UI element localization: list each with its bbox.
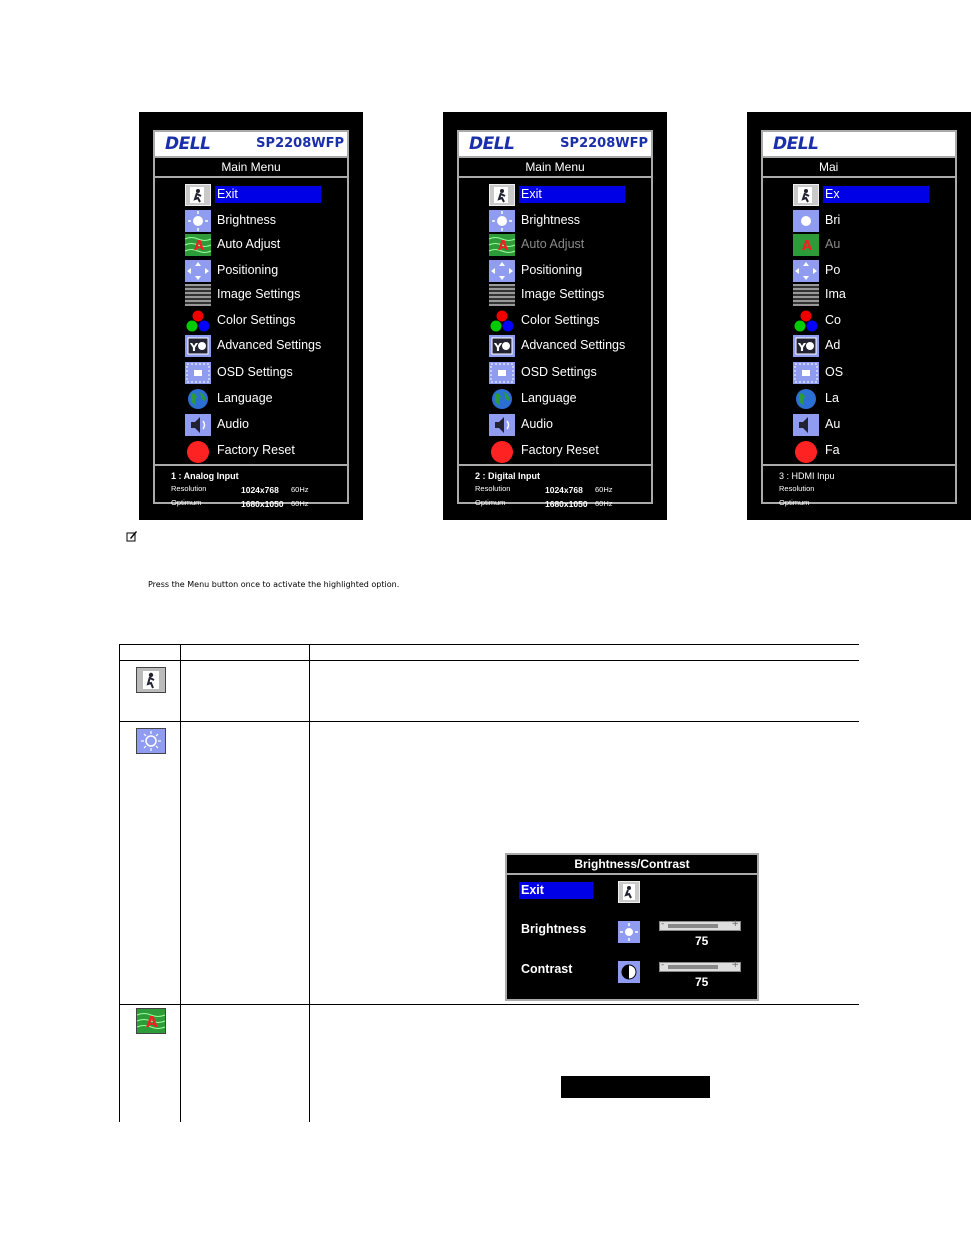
- menu-item-factory-reset[interactable]: [793, 440, 963, 462]
- menu-label: OSD Settings: [217, 365, 293, 379]
- menu-item-positioning[interactable]: [793, 260, 963, 282]
- brightness-slider[interactable]: - +: [661, 919, 739, 929]
- table-col-border: [309, 644, 310, 1122]
- instruction-text: Press the Menu button once to activate the highlighted option.: [148, 580, 400, 589]
- table-top-border: [119, 644, 859, 645]
- table-col-border: [180, 644, 181, 1122]
- resolution-hz: 60Hz: [595, 485, 613, 494]
- svg-text:Y: Y: [798, 341, 806, 354]
- menu-item-color-settings[interactable]: [489, 310, 659, 332]
- osd-divider: [155, 464, 347, 466]
- image-settings-icon: [489, 284, 515, 306]
- osd-settings-icon: [185, 362, 211, 384]
- menu-label: Exit: [519, 186, 625, 203]
- menu-item-language[interactable]: [185, 388, 355, 410]
- menu-item-language[interactable]: [489, 388, 659, 410]
- input-source: 3 : HDMI Inpu: [779, 471, 835, 481]
- menu-label: Auto Adjust: [217, 237, 281, 251]
- table-col-border: [119, 644, 120, 1122]
- osd-divider: [763, 464, 955, 466]
- osd-header: [459, 132, 651, 158]
- menu-label: Positioning: [217, 263, 279, 277]
- color-settings-icon: [489, 310, 515, 332]
- menu-label: Advanced Settings: [217, 338, 322, 352]
- menu-item-positioning[interactable]: [185, 260, 355, 282]
- osd-settings-icon: [489, 362, 515, 384]
- brightness-icon: [489, 210, 515, 232]
- menu-item-auto-adjust: [793, 234, 963, 256]
- globe-icon: [489, 388, 515, 410]
- osd-settings-icon: [793, 362, 819, 384]
- exit-icon: [793, 184, 819, 206]
- menu-label: Ima: [825, 287, 846, 301]
- menu-item-brightness[interactable]: [185, 210, 355, 232]
- color-settings-icon: [185, 310, 211, 332]
- menu-item-exit[interactable]: [793, 184, 963, 206]
- input-source: 2 : Digital Input: [475, 471, 540, 481]
- bc-exit-option[interactable]: Exit: [519, 882, 593, 899]
- positioning-icon: [489, 260, 515, 282]
- advanced-settings-icon: [793, 335, 819, 357]
- menu-item-color-settings[interactable]: [793, 310, 963, 332]
- optimum-label: Optimum: [475, 498, 506, 507]
- menu-item-factory-reset[interactable]: [185, 440, 355, 462]
- resolution-hz: 60Hz: [291, 485, 309, 494]
- osd-panel-hdmi: [747, 112, 971, 520]
- optimum-value: 1680x1050: [545, 499, 588, 509]
- optimum-hz: 60Hz: [291, 499, 309, 508]
- brightness-contrast-osd: [505, 853, 759, 1001]
- menu-item-audio[interactable]: [489, 414, 659, 436]
- model-name: SP2208WFP: [560, 136, 648, 151]
- svg-text:Y: Y: [494, 341, 502, 354]
- osd-header: [763, 132, 955, 158]
- svg-text:A: A: [802, 239, 813, 254]
- image-settings-icon: [185, 284, 211, 306]
- menu-label: Image Settings: [217, 287, 301, 301]
- image-settings-icon: [793, 284, 819, 306]
- menu-title: Main Menu: [155, 158, 347, 178]
- resolution-value: 1024x768: [241, 485, 279, 495]
- resolution-value: 1024x768: [545, 485, 583, 495]
- auto-adjust-icon: [793, 234, 819, 256]
- exit-icon: [136, 667, 166, 693]
- optimum-label: Optimum: [779, 498, 810, 507]
- menu-item-auto-adjust: [489, 234, 659, 256]
- factory-reset-icon: [489, 440, 515, 462]
- speaker-icon: [489, 414, 515, 436]
- menu-item-brightness[interactable]: [489, 210, 659, 232]
- optimum-hz: 60Hz: [595, 499, 613, 508]
- menu-title: Main Menu: [459, 158, 651, 178]
- table-row-divider: [119, 1004, 859, 1005]
- menu-title: Mai: [763, 158, 955, 178]
- menu-label: Factory Reset: [217, 443, 295, 457]
- contrast-value: 75: [695, 975, 709, 989]
- menu-label: Image Settings: [521, 287, 605, 301]
- globe-icon: [793, 388, 819, 410]
- input-source: 1 : Analog Input: [171, 471, 239, 481]
- advanced-settings-icon: [185, 335, 211, 357]
- osd-window: [761, 130, 957, 507]
- positioning-icon: [793, 260, 819, 282]
- menu-item-audio[interactable]: [185, 414, 355, 436]
- factory-reset-icon: [793, 440, 819, 462]
- menu-item-color-settings[interactable]: [185, 310, 355, 332]
- brightness-value: 75: [695, 934, 709, 948]
- contrast-icon: [618, 961, 640, 983]
- model-name: SP2208WFP: [256, 136, 344, 151]
- menu-label: Co: [825, 313, 841, 327]
- color-settings-icon: [793, 310, 819, 332]
- osd-header: [155, 132, 347, 158]
- menu-item-audio[interactable]: [793, 414, 963, 436]
- bc-title: Brightness/Contrast: [507, 855, 757, 875]
- resolution-label: Resolution: [779, 484, 815, 493]
- brightness-icon: [185, 210, 211, 232]
- menu-label: La: [825, 391, 839, 405]
- menu-label: Audio: [217, 417, 249, 431]
- menu-item-exit[interactable]: [185, 184, 355, 206]
- menu-label: Exit: [215, 186, 321, 203]
- menu-item-osd-settings[interactable]: [793, 362, 963, 384]
- svg-text:A: A: [498, 239, 509, 254]
- exit-icon: [489, 184, 515, 206]
- speaker-icon: [185, 414, 211, 436]
- black-bar: [561, 1076, 710, 1098]
- menu-label: Au: [825, 237, 841, 251]
- menu-label: Language: [217, 391, 273, 405]
- menu-item-advanced-settings[interactable]: [793, 335, 963, 357]
- exit-icon: [618, 881, 640, 903]
- menu-label: Audio: [521, 417, 553, 431]
- exit-icon: [185, 184, 211, 206]
- menu-label: Bri: [825, 213, 841, 227]
- optimum-label: Optimum: [171, 498, 202, 507]
- osd-divider: [459, 464, 651, 466]
- menu-item-image-settings[interactable]: [793, 284, 963, 306]
- menu-label: Auto Adjust: [521, 237, 585, 251]
- menu-item-language[interactable]: [793, 388, 963, 410]
- note-icon: [126, 530, 138, 545]
- menu-item-factory-reset[interactable]: [489, 440, 659, 462]
- dell-logo: DELL: [469, 134, 515, 154]
- menu-label: OS: [825, 365, 844, 379]
- menu-item-advanced-settings[interactable]: [185, 335, 355, 357]
- dell-logo: DELL: [165, 134, 211, 154]
- bc-contrast-label: Contrast: [521, 962, 573, 976]
- menu-label: Language: [521, 391, 577, 405]
- menu-item-image-settings[interactable]: [489, 284, 659, 306]
- menu-item-osd-settings[interactable]: [489, 362, 659, 384]
- table-header-border: [119, 660, 859, 661]
- speaker-icon: [793, 414, 819, 436]
- brightness-icon: [618, 921, 640, 943]
- menu-label: Color Settings: [521, 313, 600, 327]
- dell-logo: DELL: [773, 134, 819, 154]
- svg-text:Y: Y: [190, 341, 198, 354]
- menu-label: Color Settings: [217, 313, 296, 327]
- svg-text:A: A: [194, 239, 205, 254]
- slider-fill: [668, 924, 718, 928]
- bc-brightness-label: Brightness: [521, 922, 587, 936]
- slider-fill: [668, 965, 718, 969]
- menu-label: Brightness: [217, 213, 277, 227]
- contrast-slider[interactable]: - +: [661, 960, 739, 970]
- auto-adjust-icon: [185, 234, 211, 256]
- menu-item-positioning[interactable]: [489, 260, 659, 282]
- table-row-divider: [119, 721, 859, 722]
- osd-panel-analog: [139, 112, 363, 520]
- osd-window: [153, 130, 349, 509]
- menu-item-exit[interactable]: [489, 184, 659, 206]
- auto-adjust-icon: [489, 234, 515, 256]
- advanced-settings-icon: [489, 335, 515, 357]
- factory-reset-icon: [185, 440, 211, 462]
- svg-text:A: A: [146, 1013, 158, 1031]
- osd-window: [457, 130, 653, 509]
- menu-label: Ex: [823, 186, 929, 203]
- menu-label: Advanced Settings: [521, 338, 626, 352]
- menu-label: Brightness: [521, 213, 581, 227]
- menu-label: Au: [825, 417, 841, 431]
- menu-label: Factory Reset: [521, 443, 599, 457]
- globe-icon: [185, 388, 211, 410]
- positioning-icon: [185, 260, 211, 282]
- menu-item-brightness[interactable]: [793, 210, 963, 232]
- auto-adjust-icon: [136, 1008, 166, 1034]
- brightness-icon: [793, 210, 819, 232]
- menu-label: Fa: [825, 443, 840, 457]
- optimum-value: 1680x1050: [241, 499, 284, 509]
- menu-label: OSD Settings: [521, 365, 597, 379]
- menu-item-advanced-settings[interactable]: [489, 335, 659, 357]
- menu-label: Positioning: [521, 263, 583, 277]
- resolution-label: Resolution: [475, 484, 511, 493]
- osd-panel-digital: [443, 112, 667, 520]
- resolution-label: Resolution: [171, 484, 207, 493]
- menu-label: Ad: [825, 338, 841, 352]
- brightness-icon: [136, 728, 166, 754]
- menu-item-auto-adjust[interactable]: [185, 234, 355, 256]
- menu-item-osd-settings[interactable]: [185, 362, 355, 384]
- menu-label: Po: [825, 263, 841, 277]
- menu-item-image-settings[interactable]: [185, 284, 355, 306]
